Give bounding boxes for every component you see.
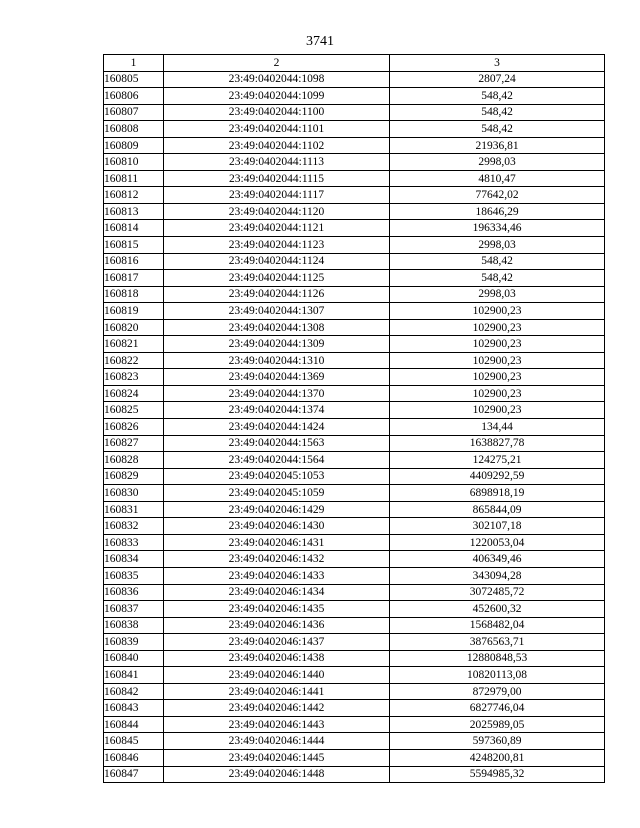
- cadastral-value-cell: 548,42: [390, 270, 605, 287]
- row-number-cell: 160816: [104, 253, 164, 270]
- row-number-cell: 160817: [104, 270, 164, 287]
- table-row: [104, 286, 605, 303]
- cadastral-value-cell: 2998,03: [390, 286, 605, 303]
- cadastral-value-cell: 1568482,04: [390, 617, 605, 634]
- table-row: [104, 154, 605, 171]
- cadastral-value-cell: 4409292,59: [390, 468, 605, 485]
- row-number-cell: 160809: [104, 137, 164, 154]
- table-row: [104, 452, 605, 469]
- row-number-cell: 160808: [104, 121, 164, 138]
- cadastral-value-cell: 102900,23: [390, 352, 605, 369]
- page-number: 3741: [306, 34, 334, 49]
- row-number-cell: 160840: [104, 650, 164, 667]
- table-row: [104, 319, 605, 336]
- cadastral-number-cell: 23:49:0402044:1124: [164, 253, 390, 270]
- cadastral-value-cell: 102900,23: [390, 385, 605, 402]
- column-header-1: 1: [104, 55, 164, 72]
- table-row: [104, 733, 605, 750]
- table-row: [104, 419, 605, 436]
- row-number-cell: 160830: [104, 485, 164, 502]
- row-number-cell: 160826: [104, 419, 164, 436]
- cadastral-value-cell: 1638827,78: [390, 435, 605, 452]
- table-row: [104, 435, 605, 452]
- table-row: [104, 584, 605, 601]
- cadastral-number-cell: 23:49:0402044:1121: [164, 220, 390, 237]
- row-number-cell: 160828: [104, 452, 164, 469]
- cadastral-number-cell: 23:49:0402044:1370: [164, 385, 390, 402]
- cadastral-value-cell: 865844,09: [390, 501, 605, 518]
- table-row: [104, 567, 605, 584]
- cadastral-number-cell: 23:49:0402044:1307: [164, 303, 390, 320]
- row-number-cell: 160835: [104, 567, 164, 584]
- row-number-cell: 160841: [104, 667, 164, 684]
- row-number-cell: 160810: [104, 154, 164, 171]
- cadastral-number-cell: 23:49:0402045:1053: [164, 468, 390, 485]
- cadastral-value-cell: 343094,28: [390, 567, 605, 584]
- row-number-cell: 160824: [104, 385, 164, 402]
- cadastral-number-cell: 23:49:0402046:1437: [164, 634, 390, 651]
- cadastral-value-cell: 2998,03: [390, 237, 605, 254]
- row-number-cell: 160825: [104, 402, 164, 419]
- cadastral-value-cell: 102900,23: [390, 303, 605, 320]
- cadastral-number-cell: 23:49:0402046:1432: [164, 551, 390, 568]
- cadastral-value-cell: 5594985,32: [390, 766, 605, 783]
- cadastral-value-cell: 2025989,05: [390, 716, 605, 733]
- cadastral-number-cell: 23:49:0402044:1101: [164, 121, 390, 138]
- row-number-cell: 160842: [104, 683, 164, 700]
- table-row: [104, 551, 605, 568]
- row-number-cell: 160843: [104, 700, 164, 717]
- cadastral-number-cell: 23:49:0402044:1126: [164, 286, 390, 303]
- cadastral-number-cell: 23:49:0402044:1369: [164, 369, 390, 386]
- cadastral-number-cell: 23:49:0402046:1445: [164, 749, 390, 766]
- row-number-cell: 160829: [104, 468, 164, 485]
- row-number-cell: 160836: [104, 584, 164, 601]
- cadastral-number-cell: 23:49:0402046:1435: [164, 601, 390, 618]
- table-row: [104, 385, 605, 402]
- table-row: [104, 170, 605, 187]
- table-row: [104, 683, 605, 700]
- cadastral-value-cell: 102900,23: [390, 369, 605, 386]
- table-row: [104, 650, 605, 667]
- row-number-cell: 160821: [104, 336, 164, 353]
- cadastral-value-cell: 4248200,81: [390, 749, 605, 766]
- table-row: [104, 237, 605, 254]
- table-row: [104, 700, 605, 717]
- cadastral-value-cell: 102900,23: [390, 402, 605, 419]
- table-row: [104, 485, 605, 502]
- cadastral-number-cell: 23:49:0402044:1120: [164, 203, 390, 220]
- table-row: [104, 253, 605, 270]
- cadastral-number-cell: 23:49:0402044:1564: [164, 452, 390, 469]
- row-number-cell: 160838: [104, 617, 164, 634]
- cadastral-number-cell: 23:49:0402046:1438: [164, 650, 390, 667]
- table-row: [104, 369, 605, 386]
- table-row: [104, 634, 605, 651]
- table-row: [104, 336, 605, 353]
- cadastral-value-cell: 872979,00: [390, 683, 605, 700]
- cadastral-number-cell: 23:49:0402046:1431: [164, 534, 390, 551]
- cadastral-number-cell: 23:49:0402044:1125: [164, 270, 390, 287]
- row-number-cell: 160827: [104, 435, 164, 452]
- row-number-cell: 160832: [104, 518, 164, 535]
- cadastral-value-cell: 4810,47: [390, 170, 605, 187]
- cadastral-number-cell: 23:49:0402046:1444: [164, 733, 390, 750]
- cadastral-number-cell: 23:49:0402044:1113: [164, 154, 390, 171]
- table-row: [104, 601, 605, 618]
- table-row: [104, 501, 605, 518]
- table-row: [104, 667, 605, 684]
- cadastral-value-cell: 21936,81: [390, 137, 605, 154]
- table-header-row: [104, 55, 605, 72]
- row-number-cell: 160820: [104, 319, 164, 336]
- cadastral-number-cell: 23:49:0402046:1440: [164, 667, 390, 684]
- cadastral-value-cell: 3072485,72: [390, 584, 605, 601]
- cadastral-value-cell: 6898918,19: [390, 485, 605, 502]
- cadastral-number-cell: 23:49:0402046:1434: [164, 584, 390, 601]
- cadastral-value-cell: 406349,46: [390, 551, 605, 568]
- cadastral-value-cell: 6827746,04: [390, 700, 605, 717]
- cadastral-value-cell: 2807,24: [390, 71, 605, 88]
- table-row: [104, 71, 605, 88]
- row-number-cell: 160847: [104, 766, 164, 783]
- row-number-cell: 160812: [104, 187, 164, 204]
- row-number-cell: 160837: [104, 601, 164, 618]
- cadastral-number-cell: 23:49:0402044:1309: [164, 336, 390, 353]
- row-number-cell: 160805: [104, 71, 164, 88]
- row-number-cell: 160807: [104, 104, 164, 121]
- row-number-cell: 160806: [104, 88, 164, 105]
- table-row: [104, 270, 605, 287]
- cadastral-number-cell: 23:49:0402044:1424: [164, 419, 390, 436]
- cadastral-number-cell: 23:49:0402046:1430: [164, 518, 390, 535]
- table-row: [104, 518, 605, 535]
- cadastral-value-cell: 102900,23: [390, 336, 605, 353]
- cadastral-value-cell: 196334,46: [390, 220, 605, 237]
- table-row: [104, 187, 605, 204]
- cadastral-number-cell: 23:49:0402046:1448: [164, 766, 390, 783]
- cadastral-number-cell: 23:49:0402046:1433: [164, 567, 390, 584]
- cadastral-number-cell: 23:49:0402044:1100: [164, 104, 390, 121]
- table-row: [104, 534, 605, 551]
- cadastral-value-cell: 1220053,04: [390, 534, 605, 551]
- cadastral-number-cell: 23:49:0402046:1429: [164, 501, 390, 518]
- row-number-cell: 160844: [104, 716, 164, 733]
- cadastral-value-cell: 597360,89: [390, 733, 605, 750]
- cadastral-number-cell: 23:49:0402044:1310: [164, 352, 390, 369]
- row-number-cell: 160815: [104, 237, 164, 254]
- cadastral-value-cell: 3876563,71: [390, 634, 605, 651]
- cadastral-value-cell: 2998,03: [390, 154, 605, 171]
- cadastral-value-cell: 12880848,53: [390, 650, 605, 667]
- cadastral-number-cell: 23:49:0402044:1374: [164, 402, 390, 419]
- cadastral-number-cell: 23:49:0402044:1123: [164, 237, 390, 254]
- cadastral-number-cell: 23:49:0402044:1099: [164, 88, 390, 105]
- cadastral-value-cell: 548,42: [390, 104, 605, 121]
- column-header-2: 2: [164, 55, 390, 72]
- cadastral-value-cell: 124275,21: [390, 452, 605, 469]
- cadastral-number-cell: 23:49:0402044:1308: [164, 319, 390, 336]
- table-row: [104, 468, 605, 485]
- table-row: [104, 766, 605, 783]
- row-number-cell: 160818: [104, 286, 164, 303]
- cadastral-number-cell: 23:49:0402046:1442: [164, 700, 390, 717]
- cadastral-value-cell: 452600,32: [390, 601, 605, 618]
- row-number-cell: 160822: [104, 352, 164, 369]
- table-row: [104, 104, 605, 121]
- cadastral-value-cell: 548,42: [390, 88, 605, 105]
- cadastral-number-cell: 23:49:0402045:1059: [164, 485, 390, 502]
- cadastral-number-cell: 23:49:0402044:1563: [164, 435, 390, 452]
- table-row: [104, 402, 605, 419]
- row-number-cell: 160831: [104, 501, 164, 518]
- row-number-cell: 160823: [104, 369, 164, 386]
- cadastral-value-cell: 102900,23: [390, 319, 605, 336]
- cadastral-number-cell: 23:49:0402046:1436: [164, 617, 390, 634]
- cadastral-value-cell: 302107,18: [390, 518, 605, 535]
- row-number-cell: 160819: [104, 303, 164, 320]
- table-row: [104, 352, 605, 369]
- table-body: [104, 71, 605, 783]
- cadastral-value-cell: 134,44: [390, 419, 605, 436]
- table-row: [104, 121, 605, 138]
- table-row: [104, 303, 605, 320]
- cadastral-number-cell: 23:49:0402044:1115: [164, 170, 390, 187]
- row-number-cell: 160811: [104, 170, 164, 187]
- table-row: [104, 88, 605, 105]
- cadastral-number-cell: 23:49:0402044:1102: [164, 137, 390, 154]
- table-row: [104, 617, 605, 634]
- cadastral-value-table: [103, 54, 605, 783]
- cadastral-number-cell: 23:49:0402046:1443: [164, 716, 390, 733]
- table-row: [104, 220, 605, 237]
- table-row: [104, 203, 605, 220]
- cadastral-value-cell: 18646,29: [390, 203, 605, 220]
- row-number-cell: 160814: [104, 220, 164, 237]
- table-row: [104, 137, 605, 154]
- cadastral-number-cell: 23:49:0402044:1117: [164, 187, 390, 204]
- row-number-cell: 160813: [104, 203, 164, 220]
- table-row: [104, 716, 605, 733]
- row-number-cell: 160834: [104, 551, 164, 568]
- cadastral-number-cell: 23:49:0402044:1098: [164, 71, 390, 88]
- row-number-cell: 160846: [104, 749, 164, 766]
- table-row: [104, 749, 605, 766]
- cadastral-value-cell: 548,42: [390, 253, 605, 270]
- column-header-3: 3: [390, 55, 605, 72]
- row-number-cell: 160839: [104, 634, 164, 651]
- row-number-cell: 160845: [104, 733, 164, 750]
- cadastral-value-cell: 548,42: [390, 121, 605, 138]
- cadastral-value-cell: 10820113,08: [390, 667, 605, 684]
- cadastral-value-cell: 77642,02: [390, 187, 605, 204]
- row-number-cell: 160833: [104, 534, 164, 551]
- cadastral-number-cell: 23:49:0402046:1441: [164, 683, 390, 700]
